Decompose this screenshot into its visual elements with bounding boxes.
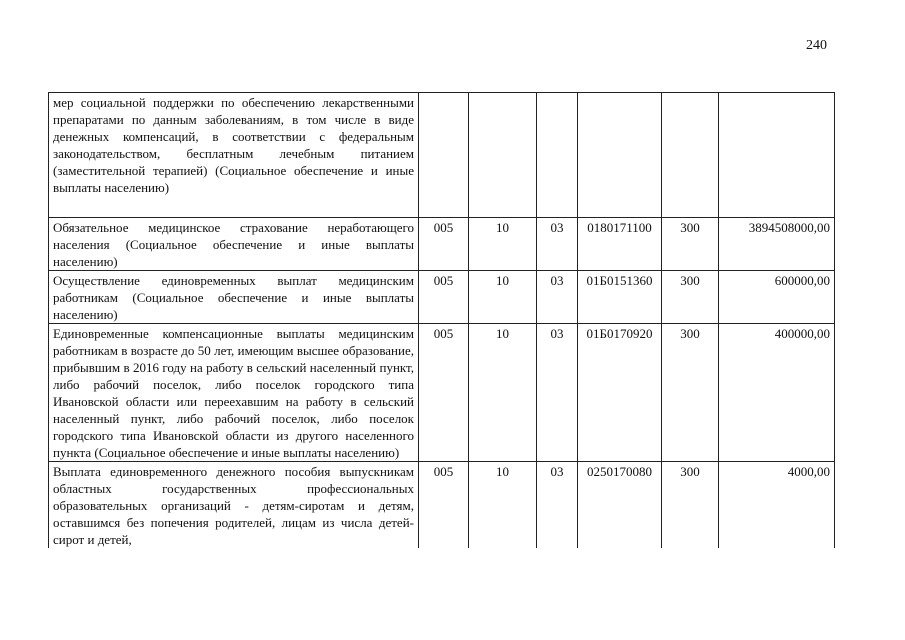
expense-type-code: 300 bbox=[662, 324, 719, 462]
ministry-code: 005 bbox=[419, 462, 469, 549]
ministry-code: 005 bbox=[419, 218, 469, 271]
target-article-code: 01Б0170920 bbox=[578, 324, 662, 462]
expense-type-code: 300 bbox=[662, 271, 719, 324]
amount: 600000,00 bbox=[719, 271, 835, 324]
ministry-code: 005 bbox=[419, 271, 469, 324]
row-description: Выплата единовременного денежного пособия выпускникам областных государственных профессиональных образовательных организаций - детям-сиротам и детям, оставшимся без попечения родителей, лицам из числа детей-сирот и детей, bbox=[49, 462, 419, 549]
budget-table bbox=[48, 92, 835, 548]
row-description: Осуществление единовременных выплат медицинским работникам (Социальное обеспечение и иные выплаты населению) bbox=[49, 271, 419, 324]
target-article-code: 0180171100 bbox=[578, 218, 662, 271]
section-code: 10 bbox=[469, 462, 537, 549]
section-code: 10 bbox=[469, 324, 537, 462]
subsection-code: 03 bbox=[537, 324, 578, 462]
subsection-code: 03 bbox=[537, 218, 578, 271]
section-code: 10 bbox=[469, 218, 537, 271]
section-code: 10 bbox=[469, 271, 537, 324]
expense-type-code: 300 bbox=[662, 462, 719, 549]
table-row bbox=[49, 324, 835, 462]
ministry-code: 005 bbox=[419, 324, 469, 462]
section-code bbox=[469, 93, 537, 218]
expense-type-code bbox=[662, 93, 719, 218]
amount: 400000,00 bbox=[719, 324, 835, 462]
subsection-code: 03 bbox=[537, 462, 578, 549]
table-row bbox=[49, 271, 835, 324]
row-description: Обязательное медицинское страхование неработающего населения (Социальное обеспечение и иные выплаты населению) bbox=[49, 218, 419, 271]
amount: 4000,00 bbox=[719, 462, 835, 549]
subsection-code bbox=[537, 93, 578, 218]
table-row bbox=[49, 218, 835, 271]
expense-type-code: 300 bbox=[662, 218, 719, 271]
target-article-code: 01Б0151360 bbox=[578, 271, 662, 324]
amount: 3894508000,00 bbox=[719, 218, 835, 271]
page-number: 240 bbox=[806, 38, 827, 53]
target-article-code: 0250170080 bbox=[578, 462, 662, 549]
amount bbox=[719, 93, 835, 218]
row-description: Единовременные компенсационные выплаты медицинским работникам в возрасте до 50 лет, имеющим высшее образование, прибывшим в 2016 году на работу в сельский населенный пункт, либо рабочий поселок, либо поселок городского типа Ивановской области или переехавшим на работу в сельский населенный пункт, либо рабочий поселок, либо поселок городского типа Ивановской области из другого населенного пункта (Социальное обеспечение и иные выплаты населению) bbox=[49, 324, 419, 462]
table-row bbox=[49, 93, 835, 218]
row-description: мер социальной поддержки по обеспечению лекарственными препаратами по данным заболеваниям, в том числе в виде денежных компенсаций, в соответствии с федеральным законодательством, бесплатным лечебным питанием (заместительной терапией) (Социальное обеспечение и иные выплаты населению) bbox=[49, 93, 419, 218]
ministry-code bbox=[419, 93, 469, 218]
table-row bbox=[49, 462, 835, 549]
subsection-code: 03 bbox=[537, 271, 578, 324]
target-article-code bbox=[578, 93, 662, 218]
